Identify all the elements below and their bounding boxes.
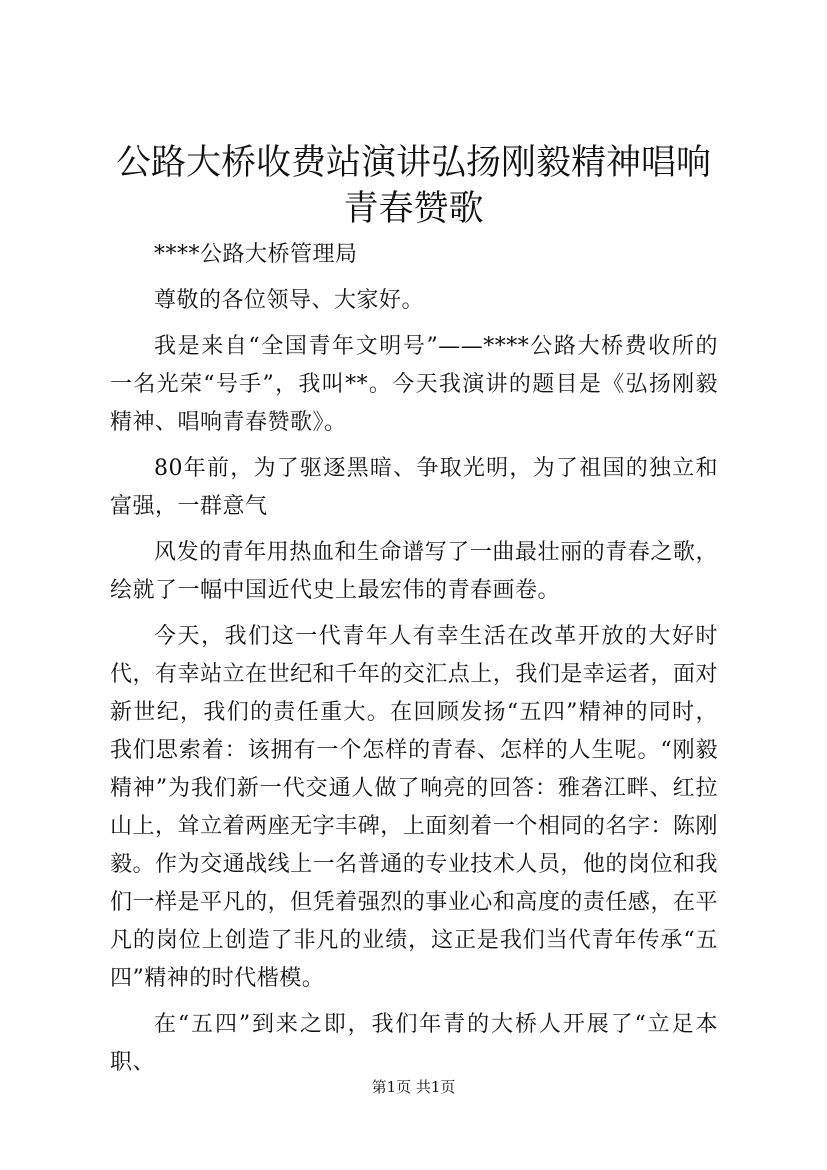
paragraph: 风发的青年用热血和生命谱写了一曲最壮丽的青春之歌，绘就了一幅中国近代史上最宏伟的青春画卷。	[110, 540, 718, 603]
paragraph: 尊敬的各位领导、大家好。	[154, 288, 425, 313]
page-footer: 第1页 共1页	[371, 1078, 456, 1096]
paragraph: 80年前，为了驱逐黑暗、争取光明，为了祖国的独立和富强，一群意气	[110, 456, 718, 519]
paragraph: 在“五四”到来之即，我们年青的大桥人开展了“立足本职、	[110, 1012, 718, 1075]
document-body	[110, 236, 718, 1090]
paragraph: 今天，我们这一代青年人有幸生活在改革开放的大好时代，有幸站立在世纪和千年的交汇点上，我们是幸运者，面对新世纪，我们的责任重大。在回顾发扬“五四”精神的同时，我们思索着：该拥有一个怎样的青春、怎样的人生呢。“刚毅精神”为我们新一代交通人做了响亮的回答：雅砻江畔、红拉山上，耸立着两座无字丰碑，上面刻着一个相同的名字：陈刚毅。作为交通战线上一名普通的专业技术人员，他的岗位和我们一样是平凡的，但凭着强烈的事业心和高度的责任感，在平凡的岗位上创造了非凡的业绩，这正是我们当代青年传承“五四”精神的时代楷模。	[110, 624, 718, 991]
document-title: 公路大桥收费站演讲弘扬刚毅精神唱响青春赞歌	[115, 143, 711, 229]
paragraph: 我是来自“全国青年文明号”——****公路大桥费收所的一名光荣“号手”，我叫**。今天我演讲的题目是《弘扬刚毅精神、唱响青春赞歌》。	[110, 334, 718, 435]
paragraph: ****公路大桥管理局	[154, 242, 358, 267]
